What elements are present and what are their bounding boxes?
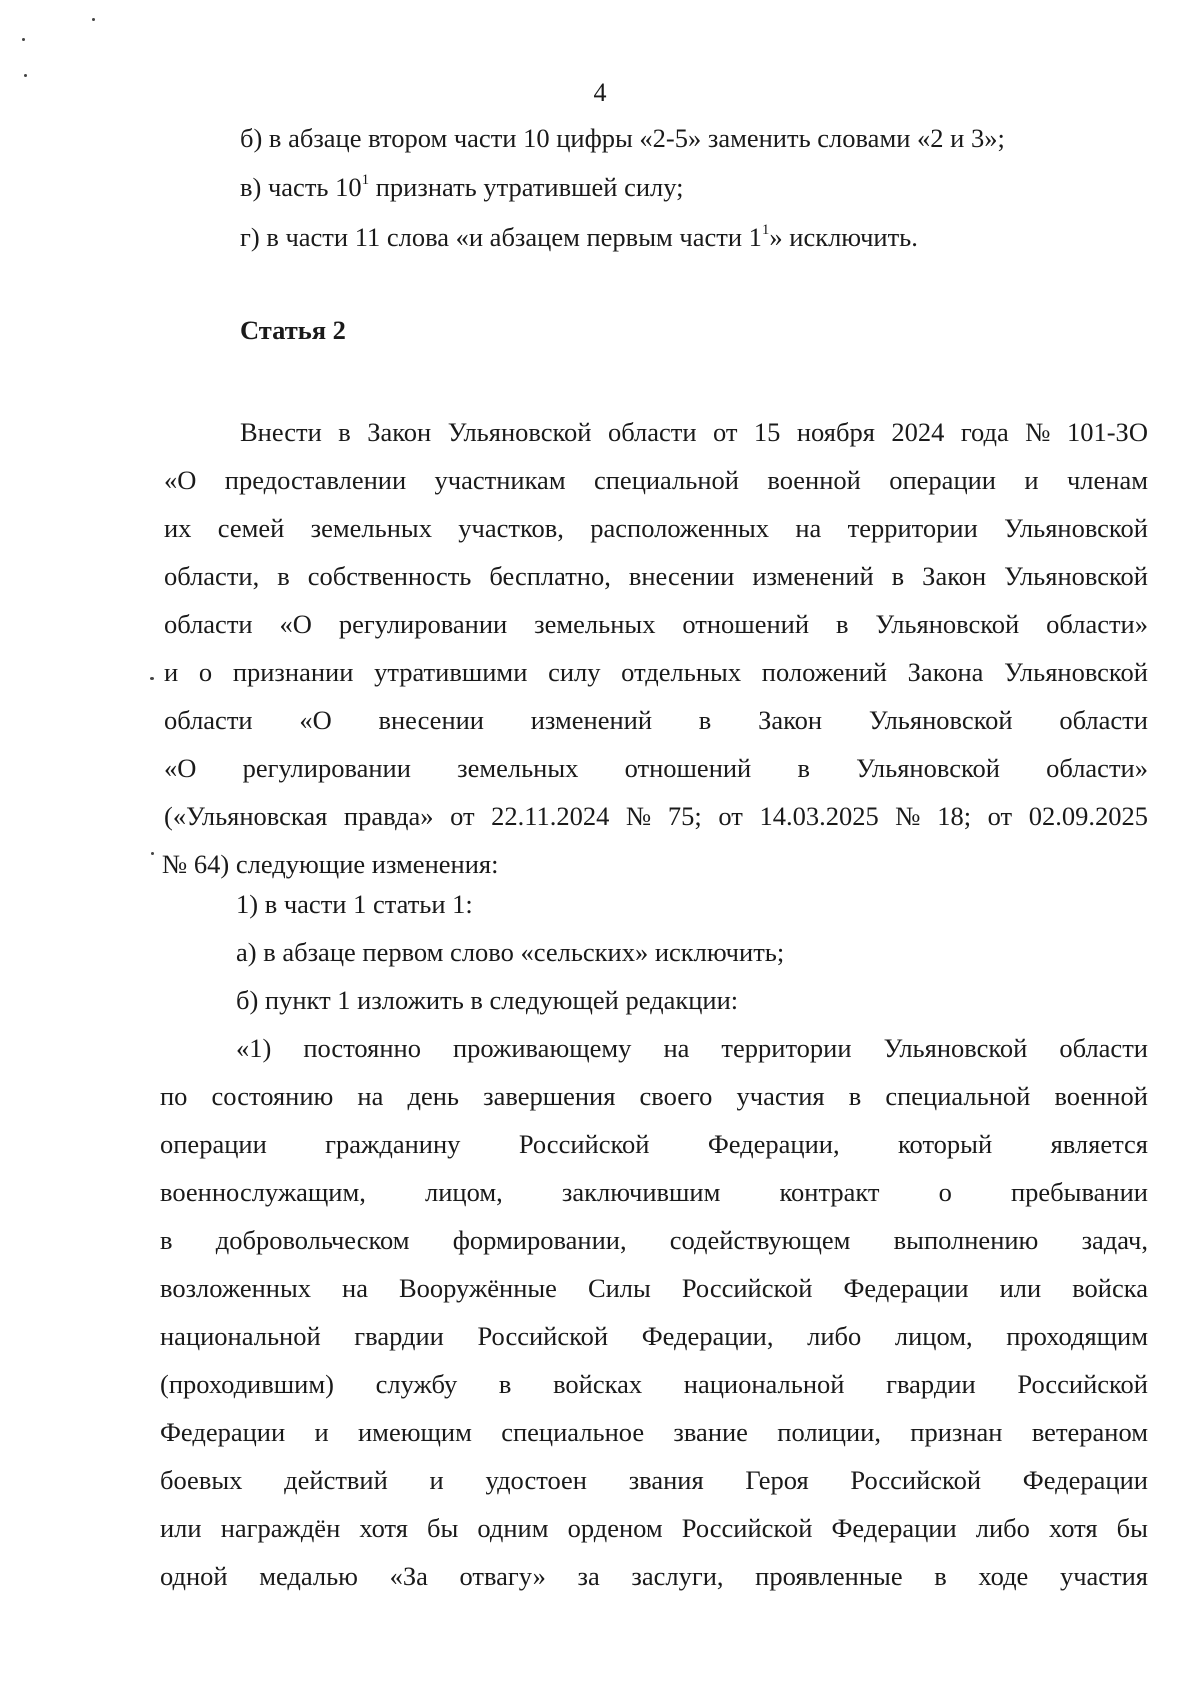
item-v xyxy=(240,170,684,204)
quoted-text-line: (проходившим) службу в войсках национальной гвардии Российской xyxy=(160,1369,1148,1399)
article-body-line: и о признании утратившими силу отдельных положений Закона Ульяновской xyxy=(164,657,1148,687)
article-body-line: «О предоставлении участникам специальной военной операции и членам xyxy=(164,465,1148,495)
article-body-line: Внести в Закон Ульяновской области от 15 ноября 2024 года № 101-ЗО xyxy=(240,417,1148,447)
quoted-text-line: по состоянию на день завершения своего участия в специальной военной xyxy=(160,1081,1148,1111)
item-v-text: в) часть 10 xyxy=(240,172,362,202)
quoted-text-line: или награждён хотя бы одним орденом Российской Федерации либо хотя бы xyxy=(160,1513,1148,1543)
item-g-superscript: 1 xyxy=(761,222,770,238)
quoted-text-line: национальной гвардии Российской Федерации, либо лицом, проходящим xyxy=(160,1321,1148,1351)
article-body-line: их семей земельных участков, расположенных на территории Ульяновской xyxy=(164,513,1148,543)
sub-item-b: б) пункт 1 изложить в следующей редакции: xyxy=(236,985,739,1015)
article-body-line: («Ульяновская правда» от 22.11.2024 № 75; от 14.03.2025 № 18; от 02.09.2025 xyxy=(164,801,1148,831)
article-body-line: области «О внесении изменений в Закон Ульяновской области xyxy=(164,705,1148,735)
item-b-text: б) в абзаце втором части 10 цифры «2-5» заменить словами «2 и 3»; xyxy=(240,123,1005,153)
item-g-text: г) в части 11 слова «и абзацем первым части 1 xyxy=(240,222,762,252)
article-body-line: «О регулировании земельных отношений в Ульяновской области» xyxy=(164,753,1148,783)
quoted-text-line: Федерации и имеющим специальное звание полиции, признан ветераном xyxy=(160,1417,1148,1447)
scan-speck xyxy=(92,18,95,21)
scan-speck xyxy=(24,74,27,77)
article-body-line: области, в собственность бесплатно, внесении изменений в Закон Ульяновской xyxy=(164,561,1148,591)
item-g xyxy=(240,220,918,254)
quoted-text-line: возложенных на Вооружённые Силы Российской Федерации или войска xyxy=(160,1273,1148,1303)
quoted-text-line: военнослужащим, лицом, заключившим контракт о пребывании xyxy=(160,1177,1148,1207)
quoted-text-line: «1) постоянно проживающему на территории Ульяновской области xyxy=(236,1033,1148,1063)
scan-speck xyxy=(150,677,154,680)
item-v-text-end: признать утратившей силу; xyxy=(369,172,684,202)
page-number: 4 xyxy=(593,78,607,107)
sub-item-1: 1) в части 1 статьи 1: xyxy=(236,889,473,919)
quoted-text-line: операции гражданину Российской Федерации, который является xyxy=(160,1129,1148,1159)
sub-item-a: а) в абзаце первом слово «сельских» исключить; xyxy=(236,937,785,967)
scan-speck xyxy=(151,852,154,855)
scan-speck xyxy=(22,38,25,41)
article-body-line: области «О регулировании земельных отношений в Ульяновской области» xyxy=(164,609,1148,639)
item-v-superscript: 1 xyxy=(361,172,370,188)
item-b xyxy=(240,121,1005,155)
item-g-text-end: » исключить. xyxy=(769,222,918,252)
quoted-text-line: боевых действий и удостоен звания Героя Российской Федерации xyxy=(160,1465,1148,1495)
article-body-line: № 64) следующие изменения: xyxy=(162,849,499,879)
article-heading: Статья 2 xyxy=(240,315,346,345)
quoted-text-line: в добровольческом формировании, содействующем выполнению задач, xyxy=(160,1225,1148,1255)
quoted-text-line: одной медалью «За отвагу» за заслуги, проявленные в ходе участия xyxy=(160,1561,1148,1591)
